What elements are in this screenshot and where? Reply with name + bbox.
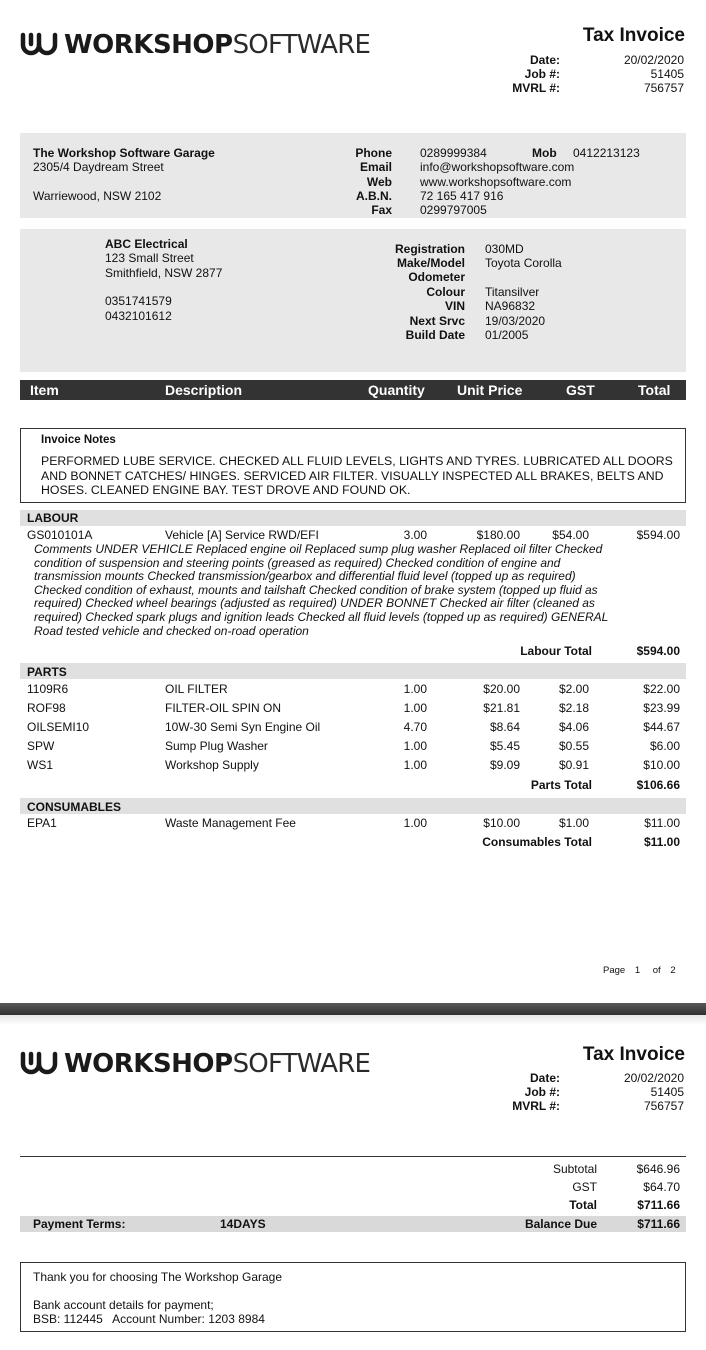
page-of-label: of: [652, 965, 661, 976]
consumables-total-row: [0, 835, 706, 853]
mvrl-value: 756757: [643, 1099, 684, 1113]
column-item: Item: [30, 382, 59, 398]
colour-label: Colour: [426, 285, 465, 299]
part-total: $22.00: [643, 682, 680, 696]
part-item: ROF98: [27, 701, 66, 715]
vin-label: VIN: [444, 299, 465, 313]
part-gst: $0.91: [558, 758, 589, 772]
part-description: OIL FILTER: [165, 682, 228, 696]
make-model-value: Toyota Corolla: [485, 256, 562, 270]
mvrl-label: MVRL #:: [512, 81, 560, 95]
page-title: Tax Invoice: [582, 25, 685, 46]
registration-value: 030MD: [485, 242, 524, 256]
part-qty: 1.00: [403, 758, 427, 772]
next-service-label: Next Srvc: [409, 314, 465, 328]
table-row: [0, 720, 706, 738]
garage-info-panel: [20, 133, 686, 218]
labour-total-row: [0, 644, 706, 662]
registration-label: Registration: [394, 242, 465, 256]
labour-comment-line: Comments UNDER VEHICLE Replaced engine oil Replaced sump plug washer Replaced oil filter Checked: [34, 542, 603, 556]
mob-value: 0412213123: [573, 146, 640, 160]
part-unit-price: $9.09: [489, 758, 520, 772]
column-gst: GST: [566, 382, 595, 398]
consumables-total-label: Consumables Total: [482, 835, 592, 849]
table-row: [0, 701, 706, 719]
customer-phone-2: 0432101612: [105, 309, 172, 323]
table-row: [0, 758, 706, 776]
labour-description: Vehicle [A] Service RWD/EFI: [165, 528, 319, 542]
subtotal-label: Subtotal: [552, 1162, 597, 1176]
page-separator: [0, 1003, 706, 1015]
labour-comment-line: Road tested vehicle and checked on-road operation: [34, 623, 309, 638]
customer-name: ABC Electrical: [105, 237, 188, 251]
odometer-label: Odometer: [408, 270, 465, 284]
column-header-bar: [20, 380, 686, 400]
part-gst: $4.06: [558, 720, 589, 734]
table-row: [0, 682, 706, 700]
labour-total-value: $594.00: [636, 644, 680, 658]
page-indicator: [603, 965, 676, 976]
consumable-qty: 1.00: [403, 816, 427, 830]
balance-due-value: $711.66: [637, 1217, 680, 1231]
part-unit-price: $5.45: [489, 739, 520, 753]
phone-label: Phone: [355, 146, 392, 160]
parts-section-header: PARTS: [20, 663, 686, 679]
part-unit-price: $8.64: [489, 720, 520, 734]
labour-qty: 3.00: [403, 528, 427, 542]
total-value: $711.66: [637, 1198, 680, 1212]
build-date-label: Build Date: [405, 328, 465, 342]
page-total: 2: [670, 965, 676, 976]
consumable-unit-price: $10.00: [483, 816, 520, 830]
thank-you-text: Thank you for choosing The Workshop Garage: [33, 1270, 283, 1284]
part-unit-price: $21.81: [483, 701, 520, 715]
column-total: Total: [638, 382, 671, 398]
bank-details: BSB: 112445 Account Number: 1203 8984: [33, 1312, 265, 1326]
gst-row: [0, 1180, 706, 1198]
labour-comments: [34, 543, 608, 638]
consumable-gst: $1.00: [558, 816, 589, 830]
garage-city: Warriewood, NSW 2102: [33, 189, 162, 203]
labour-comment-line: required) Checked spark plugs and ignition leads Checked all fluid levels (topped up as required) GENERAL: [34, 609, 609, 624]
date-value: 20/02/2020: [623, 1071, 684, 1085]
abn-label: A.B.N.: [356, 189, 392, 203]
page-label: Page: [603, 965, 626, 976]
part-item: WS1: [27, 758, 54, 772]
consumables-total-value: $11.00: [643, 835, 680, 849]
invoice-notes-line: HOSES. CLEANED ENGINE BAY. TEST DROVE AND FOUND OK.: [41, 483, 411, 497]
fax-label: Fax: [371, 203, 392, 217]
invoice-notes-text: [41, 454, 673, 498]
part-item: SPW: [27, 739, 55, 753]
part-description: Workshop Supply: [165, 758, 259, 772]
consumable-total: $11.00: [644, 816, 680, 830]
column-unit-price: Unit Price: [457, 382, 523, 398]
garage-name: The Workshop Software Garage: [33, 146, 215, 160]
part-total: $23.99: [643, 701, 680, 715]
brand-name-light: SOFTWARE: [232, 1049, 371, 1079]
part-gst: $2.18: [558, 701, 589, 715]
part-description: 10W-30 Semi Syn Engine Oil: [165, 720, 321, 734]
garage-street: 2305/4 Daydream Street: [33, 160, 164, 174]
page-title: Tax Invoice: [582, 1044, 685, 1065]
labour-gst: $54.00: [552, 528, 589, 542]
table-row: [0, 739, 706, 757]
invoice-notes-title: Invoice Notes: [41, 434, 116, 446]
invoice-notes-line: AND BONNET CATCHES/ HINGES. SERVICED AIR FILTER. VISUALLY INSPECTED ALL BRAKES, BELTS AND: [41, 468, 664, 483]
part-qty: 1.00: [403, 682, 427, 696]
gst-value: $64.70: [643, 1180, 680, 1194]
part-item: 1109R6: [27, 682, 69, 696]
labour-section-header: LABOUR: [20, 510, 686, 526]
payment-terms-value: 14DAYS: [220, 1217, 266, 1231]
brand-name-bold: WORKSHOP: [64, 30, 233, 60]
customer-phone-1: 0351741579: [105, 294, 172, 308]
email-label: Email: [359, 160, 392, 174]
mvrl-value: 756757: [643, 81, 684, 95]
balance-due-label: Balance Due: [524, 1217, 597, 1231]
parts-total-value: $106.66: [636, 778, 680, 792]
date-label: Date:: [529, 1071, 560, 1085]
customer-vehicle-panel: [20, 229, 686, 372]
colour-value: Titansilver: [485, 285, 540, 299]
subtotal-value: $646.96: [636, 1162, 680, 1176]
page-separator-shadow: [0, 1015, 706, 1025]
subtotal-row: [0, 1162, 706, 1180]
brand-name-bold: WORKSHOP: [64, 1049, 233, 1079]
consumable-item: EPA1: [27, 816, 57, 830]
job-value: 51405: [650, 1085, 684, 1099]
labour-comment-line: required) Checked wheel bearings (adjusted as required) UNDER BONNET Checked air filter (cleaned as: [34, 596, 595, 611]
labour-comment-line: transmission mounts Checked transmission/gearbox and differential fluid level (topped up as required): [34, 569, 576, 584]
table-row: [0, 816, 706, 834]
labour-total: $594.00: [636, 528, 680, 542]
part-description: FILTER-OIL SPIN ON: [165, 701, 282, 715]
part-qty: 1.00: [403, 739, 427, 753]
labour-total-label: Labour Total: [520, 644, 592, 658]
phone-value: 0289999384: [420, 146, 487, 160]
brand-logo: [20, 30, 370, 60]
next-service-value: 19/03/2020: [485, 314, 546, 328]
make-model-label: Make/Model: [396, 256, 465, 270]
total-row: [0, 1198, 706, 1216]
job-label: Job #:: [524, 1085, 560, 1099]
gst-label: GST: [572, 1180, 597, 1194]
invoice-notes-box: [20, 428, 686, 503]
part-total: $6.00: [649, 739, 680, 753]
summary-rule: [20, 1156, 686, 1157]
date-value: 20/02/2020: [623, 53, 684, 67]
parts-total-label: Parts Total: [530, 778, 592, 792]
total-label: Total: [569, 1198, 597, 1212]
labour-item: GS010101A: [27, 528, 93, 542]
part-total: $10.00: [643, 758, 680, 772]
consumables-section-header: CONSUMABLES: [20, 798, 686, 814]
part-qty: 4.70: [403, 720, 427, 734]
brand-name-light: SOFTWARE: [232, 30, 371, 60]
mvrl-label: MVRL #:: [512, 1099, 560, 1113]
fax-value: 0299797005: [420, 203, 487, 217]
customer-street: 123 Small Street: [105, 251, 194, 265]
payment-terms-bar: [20, 1216, 686, 1232]
date-label: Date:: [529, 53, 560, 67]
web-value: www.workshopsoftware.com: [420, 175, 572, 189]
parts-total-row: [0, 778, 706, 796]
part-unit-price: $20.00: [483, 682, 520, 696]
labour-unit-price: $180.00: [476, 528, 520, 542]
part-item: OILSEMI10: [27, 720, 90, 734]
invoice-notes-line: PERFORMED LUBE SERVICE. CHECKED ALL FLUID LEVELS, LIGHTS AND TYRES. LUBRICATED ALL DOORS: [41, 454, 673, 468]
part-total: $44.67: [643, 720, 680, 734]
customer-city: Smithfield, NSW 2877: [105, 266, 223, 280]
brand-logo: [20, 1049, 370, 1079]
labour-comment-line: Checked condition of exhaust, mounts and tailshaft Checked condition of brake system (topped up fluid as: [34, 582, 598, 597]
labour-comment-line: condition of suspension and steering points (greased as required) Checked condition of engine and: [34, 555, 561, 570]
web-label: Web: [366, 175, 392, 189]
column-quantity: Quantity: [368, 382, 425, 398]
part-gst: $0.55: [558, 739, 589, 753]
footer-message-box: [20, 1262, 686, 1332]
part-qty: 1.00: [403, 701, 427, 715]
build-date-value: 01/2005: [485, 328, 529, 342]
email-value: info@workshopsoftware.com: [420, 160, 575, 174]
part-gst: $2.00: [558, 682, 589, 696]
mob-label: Mob: [532, 146, 557, 160]
abn-value: 72 165 417 916: [420, 189, 504, 203]
payment-terms-label: Payment Terms:: [33, 1217, 126, 1231]
page-current: 1: [634, 965, 641, 976]
column-description: Description: [165, 382, 243, 398]
job-value: 51405: [650, 67, 684, 81]
consumable-description: Waste Management Fee: [165, 816, 296, 830]
workshop-logo-icon: [20, 32, 58, 58]
workshop-logo-icon: [20, 1051, 58, 1077]
vin-value: NA96832: [485, 299, 536, 313]
part-description: Sump Plug Washer: [165, 739, 268, 753]
job-label: Job #:: [524, 67, 560, 81]
bank-details-label: Bank account details for payment;: [33, 1298, 214, 1312]
